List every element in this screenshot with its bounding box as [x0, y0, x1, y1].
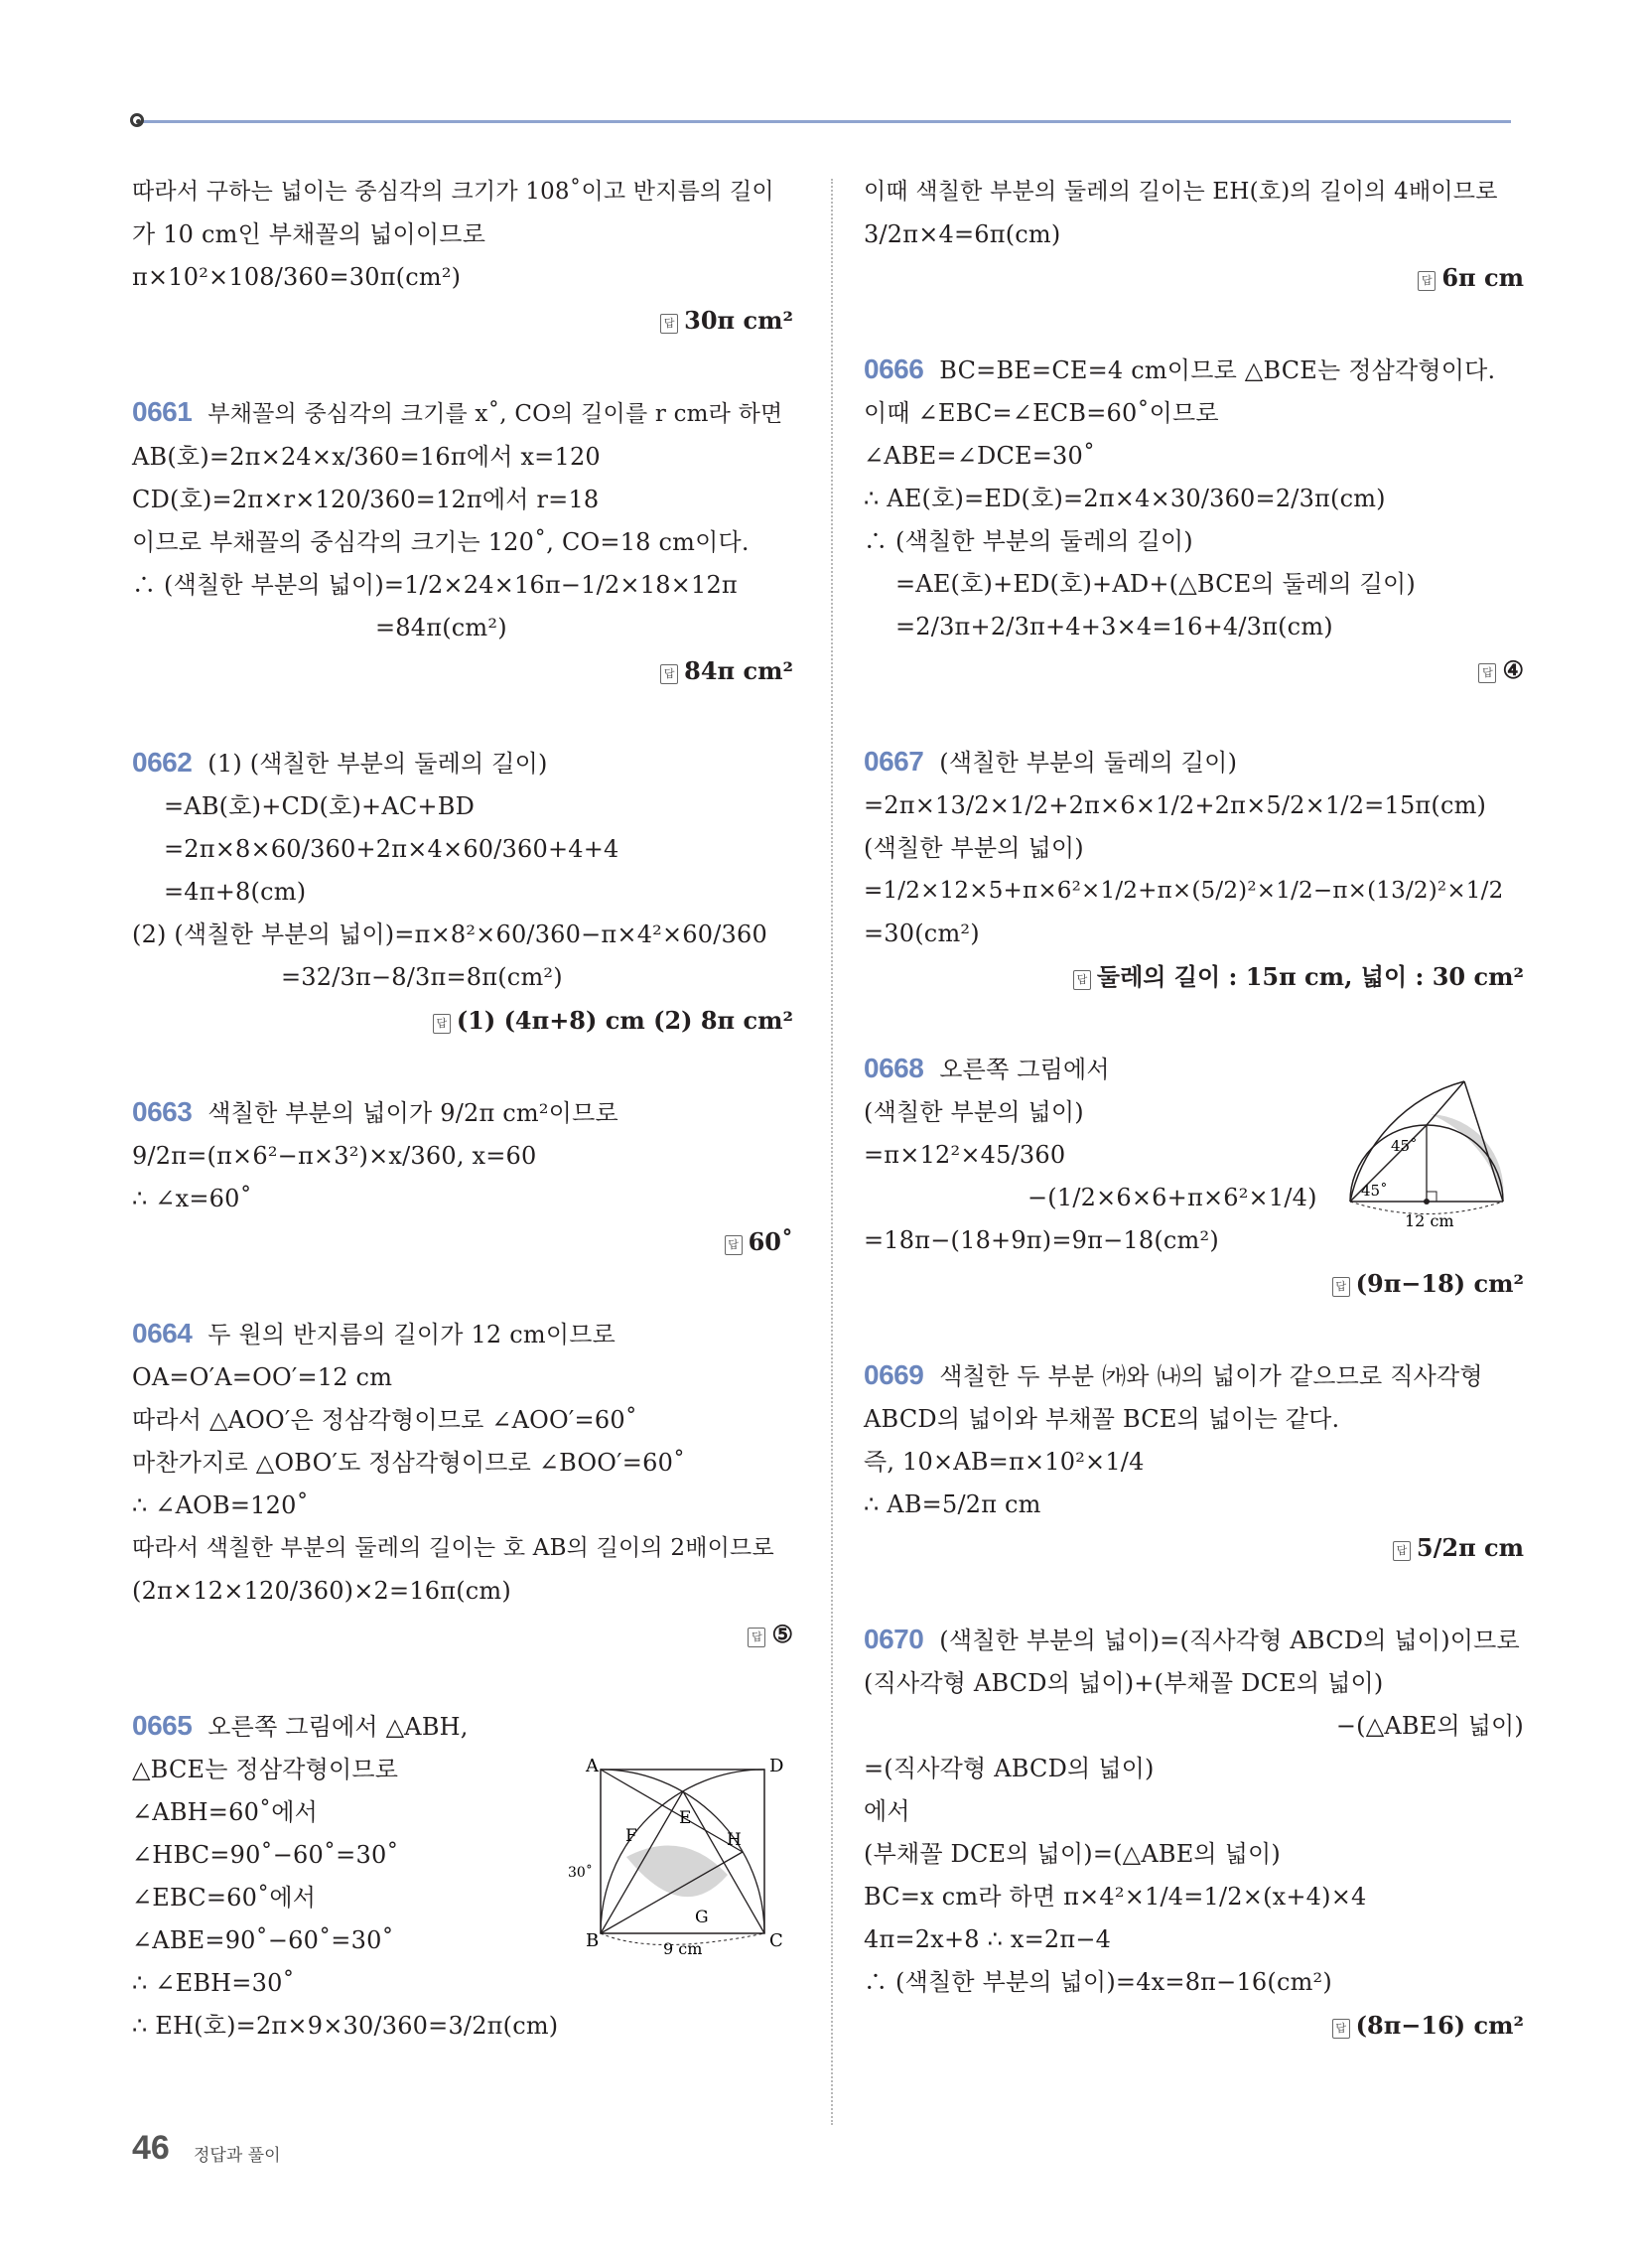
answer-line: [864, 1262, 1524, 1306]
answer-value: 5/2π cm: [1416, 1533, 1524, 1562]
section-gap: [864, 300, 1524, 348]
section-gap: [132, 343, 793, 390]
problem-number: 0663: [132, 1096, 193, 1127]
problem-text: 오른쪽 그림에서: [939, 1056, 1110, 1083]
answer-value: 6π cm: [1441, 263, 1524, 292]
answer-line: [864, 256, 1524, 300]
label-a: A: [586, 1758, 599, 1776]
solution-line: −(△ABE의 넓이): [1335, 1712, 1524, 1740]
answer-line: [864, 2004, 1524, 2048]
problem-heading: [132, 1090, 793, 1135]
answer-mark-icon: 답: [1332, 2019, 1350, 2039]
sector-right-edge: [1464, 1081, 1503, 1202]
problem-number: 0662: [132, 747, 193, 778]
answer-mark-icon: 답: [660, 314, 678, 334]
label-g: G: [695, 1908, 709, 1927]
solution-line: =32/3π−8/3π=8π(cm²): [281, 963, 563, 991]
answer-mark-icon: 답: [725, 1235, 743, 1255]
solution-line: =1/2×12×5+π×6²×1/2+π×(5/2)²×1/2−π×(13/2)²×1/2: [864, 878, 1504, 904]
page-label: 정답과 풀이: [194, 2146, 281, 2166]
label-h: H: [727, 1830, 742, 1850]
problem-text: BC=BE=CE=4 cm이므로 △BCE는 정삼각형이다.: [939, 356, 1496, 384]
section-gap: [132, 1264, 793, 1312]
segment-ah: [601, 1770, 743, 1852]
solution-line: BC=x cm라 하면 π×4²×1/4=1/2×(x+4)×4: [864, 1883, 1367, 1911]
answer-value: 84π cm²: [684, 656, 793, 685]
answer-mark-icon: 답: [1393, 1541, 1411, 1561]
answer-mark-icon: 답: [1418, 271, 1436, 291]
label-angle-30: 30˚: [568, 1865, 593, 1881]
solution-line: =(직사각형 ABCD의 넓이): [864, 1755, 1155, 1782]
solution-line: 따라서 △AOO′은 정삼각형이므로 ∠AOO′=60˚: [132, 1406, 637, 1434]
answer-value: (9π−18) cm²: [1355, 1269, 1524, 1298]
solution-line: OA=O′A=OO′=12 cm: [132, 1363, 393, 1391]
solution-line: ∴ ∠x=60˚: [132, 1185, 252, 1212]
problem-text: 색칠한 두 부분 ㈎와 ㈏의 넓이가 같으므로 직사각형: [939, 1362, 1483, 1390]
problem-number: 0667: [864, 746, 924, 777]
column-divider: [831, 179, 833, 2125]
solution-line: =AB(호)+CD(호)+AC+BD: [164, 792, 476, 820]
answer-line: [132, 299, 793, 343]
problem-heading: [132, 1704, 793, 1749]
problem-heading: [864, 1618, 1524, 1662]
solution-line: =2/3π+2/3π+4+3×4=16+4/3π(cm): [895, 613, 1333, 640]
solution-line: −(1/2×6×6+π×6²×1/4): [1027, 1184, 1317, 1211]
answer-line: [132, 1613, 793, 1656]
solution-line: (2π×12×120/360)×2=16π(cm): [132, 1577, 511, 1605]
solution-line: (직사각형 ABCD의 넓이)+(부채꼴 DCE의 넓이): [864, 1669, 1384, 1697]
solution-line: 3/2π×4=6π(cm): [864, 220, 1061, 248]
solution-line: =84π(cm²): [375, 614, 507, 641]
answer-value: 30π cm²: [684, 306, 793, 335]
problem-text: 두 원의 반지름의 길이가 12 cm이므로: [207, 1321, 616, 1348]
figure-0665: [564, 1758, 792, 1956]
label-angle-45-top: 45˚: [1391, 1137, 1418, 1155]
center-dot: [1424, 1199, 1430, 1205]
label-angle-45-left: 45˚: [1361, 1182, 1388, 1200]
section-gap: [864, 1306, 1524, 1353]
answer-value: ⑤: [771, 1620, 793, 1648]
solution-line: 4π=2x+8 ∴ x=2π−4: [864, 1925, 1112, 1953]
solution-line: △BCE는 정삼각형이므로: [132, 1756, 399, 1783]
answer-line: [864, 648, 1524, 692]
answer-mark-icon: 답: [1332, 1277, 1350, 1297]
label-e: E: [679, 1808, 692, 1828]
answer-value: 둘레의 길이 : 15π cm, 넓이 : 30 cm²: [1096, 962, 1524, 991]
section-gap: [864, 999, 1524, 1047]
solution-line: ∠ABE=∠DCE=30˚: [864, 442, 1096, 470]
solution-line: ∴ AB=5/2π cm: [864, 1490, 1041, 1518]
problem-number: 0664: [132, 1318, 193, 1348]
solution-line: CD(호)=2π×r×120/360=12π에서 r=18: [132, 486, 600, 513]
problem-number: 0670: [864, 1624, 924, 1654]
solution-line: =4π+8(cm): [164, 878, 307, 906]
solution-line: 9/2π=(π×6²−π×3²)×x/360, x=60: [132, 1142, 537, 1170]
figure-0668: [1345, 1072, 1524, 1241]
solution-line: (2) (색칠한 부분의 넓이)=π×8²×60/360−π×4²×60/360: [132, 921, 767, 948]
solution-line: =π×12²×45/360: [864, 1141, 1066, 1169]
solution-line: 이때 ∠EBC=∠ECB=60˚이므로: [864, 399, 1219, 427]
problem-heading: [132, 1312, 793, 1356]
header-dot-icon: [130, 113, 144, 127]
problem-heading: [132, 741, 793, 785]
solution-line: =2π×8×60/360+2π×4×60/360+4+4: [164, 835, 619, 863]
solution-line: 따라서 구하는 넓이는 중심각의 크기가 108˚이고 반지름의 길이: [132, 179, 774, 205]
solution-line: 가 10 cm인 부채꼴의 넓이이므로: [132, 220, 486, 248]
section-gap: [132, 693, 793, 741]
label-9cm: 9 cm: [663, 1939, 703, 1956]
solution-line: 에서: [864, 1797, 910, 1825]
problem-heading: [864, 348, 1524, 392]
problem-heading: [864, 1353, 1524, 1398]
problem-text: 부채꼴의 중심각의 크기를 x˚, CO의 길이를 r cm라 하면: [207, 401, 783, 427]
problem-text: 색칠한 부분의 넓이가 9/2π cm²이므로: [207, 1099, 618, 1127]
section-gap: [132, 1043, 793, 1090]
solution-line: =2π×13/2×1/2+2π×6×1/2+2π×5/2×1/2=15π(cm): [864, 791, 1487, 819]
label-12cm: 12 cm: [1405, 1211, 1454, 1230]
solution-line: ∴ ∠AOB=120˚: [132, 1491, 309, 1519]
solution-line: AB(호)=2π×24×x/360=16π에서 x=120: [132, 443, 601, 471]
solution-line: (부채꼴 DCE의 넓이)=(△ABE의 넓이): [864, 1840, 1281, 1868]
answer-value: (1) (4π+8) cm (2) 8π cm²: [456, 1006, 793, 1035]
header-rule: [139, 120, 1511, 123]
section-gap: [864, 1570, 1524, 1618]
problem-text: (색칠한 부분의 둘레의 길이): [939, 749, 1238, 777]
answer-mark-icon: 답: [1073, 970, 1091, 990]
label-b: B: [586, 1930, 600, 1951]
label-d: D: [769, 1758, 784, 1776]
solution-line: ∴ (색칠한 부분의 넓이)=1/2×24×16π−1/2×18×12π: [132, 571, 738, 599]
solution-line: =30(cm²): [864, 920, 980, 947]
answer-mark-icon: 답: [1478, 663, 1496, 683]
solution-line: ∠HBC=90˚−60˚=30˚: [132, 1841, 399, 1869]
problem-number: 0665: [132, 1710, 193, 1741]
solution-line: ∠EBC=60˚에서: [132, 1884, 317, 1912]
problem-text: (색칠한 부분의 넓이)=(직사각형 ABCD의 넓이)이므로: [939, 1627, 1520, 1654]
page-number: 46: [132, 2129, 170, 2167]
solution-line: ABCD의 넓이와 부채꼴 BCE의 넓이는 같다.: [864, 1405, 1340, 1433]
problem-heading: [864, 740, 1524, 784]
solution-line: =18π−(18+9π)=9π−18(cm²): [864, 1226, 1219, 1254]
problem-heading: [132, 390, 793, 436]
solution-line: ∴ (색칠한 부분의 넓이)=4x=8π−16(cm²): [864, 1968, 1332, 1996]
problem-number: 0669: [864, 1359, 924, 1390]
answer-line: [864, 1526, 1524, 1570]
answer-line: [132, 999, 793, 1043]
solution-line: ∠ABE=90˚−60˚=30˚: [132, 1926, 394, 1954]
label-f: F: [625, 1826, 637, 1846]
answer-value: (8π−16) cm²: [1355, 2011, 1524, 2040]
problem-number: 0668: [864, 1053, 924, 1083]
answer-line: [864, 955, 1524, 999]
problem-text: (1) (색칠한 부분의 둘레의 길이): [207, 750, 548, 778]
solution-line: ∴ ∠EBH=30˚: [132, 1969, 295, 1997]
section-gap: [132, 1656, 793, 1704]
solution-line: 따라서 색칠한 부분의 둘레의 길이는 호 AB의 길이의 2배이므로: [132, 1535, 774, 1561]
answer-value: 60˚: [748, 1227, 793, 1256]
label-c: C: [769, 1930, 783, 1951]
section-gap: [864, 692, 1524, 740]
answer-mark-icon: 답: [660, 664, 678, 684]
solution-line: π×10²×108/360=30π(cm²): [132, 263, 462, 291]
solution-line: ∠ABH=60˚에서: [132, 1798, 319, 1826]
solution-line: 마찬가지로 △OBO′도 정삼각형이므로 ∠BOO′=60˚: [132, 1449, 686, 1477]
answer-mark-icon: 답: [433, 1014, 451, 1034]
solution-line: ∴ EH(호)=2π×9×30/360=3/2π(cm): [132, 2012, 559, 2040]
problem-number: 0666: [864, 354, 924, 384]
answer-line: [132, 1220, 793, 1264]
solution-line: 이므로 부채꼴의 중심각의 크기는 120˚, CO=18 cm이다.: [132, 528, 750, 556]
problem-number: 0661: [132, 396, 193, 427]
solution-line: (색칠한 부분의 넓이): [864, 1098, 1084, 1126]
solution-line: (색칠한 부분의 넓이): [864, 834, 1084, 862]
answer-value: ④: [1502, 655, 1524, 684]
solution-line: 즉, 10×AB=π×10²×1/4: [864, 1448, 1145, 1476]
answer-line: [132, 649, 793, 693]
solution-line: ∴ (색칠한 부분의 둘레의 길이): [864, 527, 1193, 555]
solution-line: ∴ AE(호)=ED(호)=2π×4×30/360=2/3π(cm): [864, 485, 1386, 512]
answer-mark-icon: 답: [748, 1628, 765, 1647]
problem-text: 오른쪽 그림에서 △ABH,: [207, 1713, 469, 1741]
solution-line: 이때 색칠한 부분의 둘레의 길이는 EH(호)의 길이의 4배이므로: [864, 179, 1498, 205]
solution-line: =AE(호)+ED(호)+AD+(△BCE의 둘레의 길이): [895, 570, 1416, 598]
